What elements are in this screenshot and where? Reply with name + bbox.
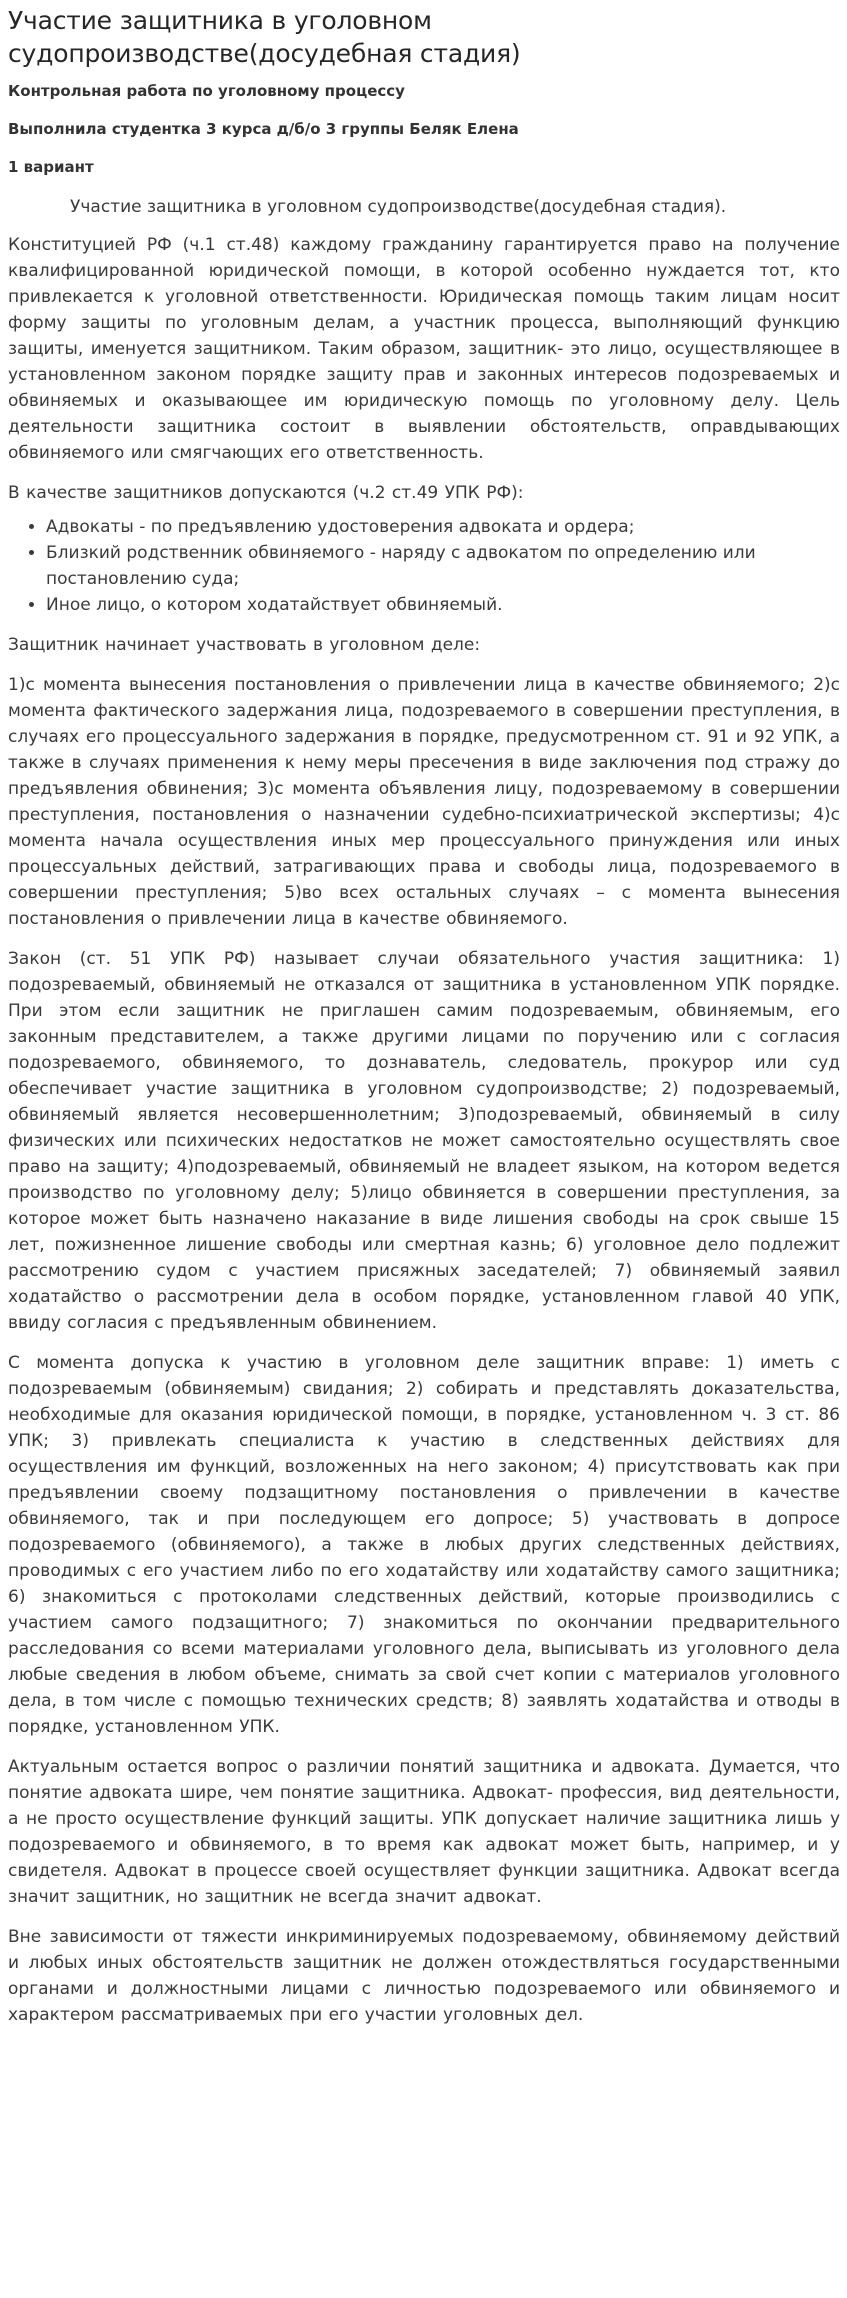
- list-item: • Близкий родственник обвиняемого - наряду с адвокатом по определению или постановлению суда;: [46, 540, 840, 592]
- list-item: • Адвокаты - по предъявлению удостоверения адвоката и ордера;: [46, 514, 840, 540]
- advocate-vs-defender-paragraph: Актуальным остается вопрос о различии понятий защитника и адвоката. Думается, что понятие адвоката шире, чем понятие защитника. Адвокат- профессия, вид деятельности, а не просто осуществление функций защиты. УПК допускает наличие защитника лишь у подозреваемого и обвиняемого, в то время как адвокат может быть, например, и у свидетеля. Адвокат в процессе своей осуществляет функции защитника. Адвокат всегда значит защитник, но защитник не всегда значит адвокат.: [8, 1757, 840, 1907]
- document-title: Участие защитника в уголовном судопроизводстве(досудебная стадия): [8, 6, 521, 68]
- work-type: Контрольная работа по уголовному процессу: [8, 82, 405, 100]
- starts-lead-paragraph: Защитник начинает участвовать в уголовном деле:: [8, 635, 481, 655]
- admit-lead-paragraph: В качестве защитников допускаются (ч.2 ст.49 УПК РФ):: [8, 483, 524, 503]
- conclusion-paragraph: Вне зависимости от тяжести инкриминируемых подозреваемому, обвиняемому действий и любых иных обстоятельств защитник не должен отождествляться государственными органами и должностными лицами с личностью подозреваемого или обвиняемого и характером рассматриваемых при его участии уголовных дел.: [8, 1927, 840, 2025]
- author-line: Выполнила студентка 3 курса д/б/о 3 группы Беляк Елена: [8, 120, 519, 138]
- intro-paragraph: Конституцией РФ (ч.1 ст.48) каждому гражданину гарантируется право на получение квалифицированной юридической помощи, в которой особенно нуждается тот, кто привлекается к уголовной ответственности. Юридическая помощь таким лицам носит форму защиты по уголовным делам, а участник процесса, выполняющий функцию защиты, именуется защитником. Таким образом, защитник- это лицо, осуществляющее в установленном законом порядке защиту прав и законных интересов подозреваемых и обвиняемых и оказывающее им юридическую помощь по уголовному делу. Цель деятельности защитника состоит в выявлении обстоятельств, оправдывающих обвиняемого или смягчающих его ответственность.: [8, 235, 840, 463]
- admitted-defenders-list: [8, 514, 840, 618]
- mandatory-participation-paragraph: Закон (ст. 51 УПК РФ) называет случаи обязательного участия защитника: 1) подозреваемый, обвиняемый не отказался от защитника в установленном УПК порядке. При этом если защитник не приглашен самим подозреваемым, обвиняемым, его законным представителем, а также другими лицами по поручению или с согласия подозреваемого, обвиняемого, то дознаватель, следователь, прокурор или суд обеспечивает участие защитника в уголовном судопроизводстве; 2) подозреваемый, обвиняемый является несовершеннолетним; 3)подозреваемый, обвиняемый в силу физических или психических недостатков не может самостоятельно осуществлять свое право на защиту; 4)подозреваемый, обвиняемый не владеет языком, на котором ведется производство по уголовному делу; 5)лицо обвиняется в совершении преступления, за которое может быть назначено наказание в виде лишения свободы на срок свыше 15 лет, пожизненное лишение свободы или смертная казнь; 6) уголовное дело подлежит рассмотрению судом с участием присяжных заседателей; 7) обвиняемый заявил ходатайство о рассмотрении дела в особом порядке, установленном главой 40 УПК, ввиду согласия с предъявленным обвинением.: [8, 949, 840, 1333]
- essay-subtitle: Участие защитника в уголовном судопроизводстве(досудебная стадия).: [70, 197, 727, 217]
- starts-paragraph: 1)с момента вынесения постановления о привлечении лица в качестве обвиняемого; 2)с момента фактического задержания лица, подозреваемого в совершении преступления, в случаях его процессуального задержания в порядке, предусмотренном ст. 91 и 92 УПК, а также в случаях применения к нему меры пресечения в виде заключения под стражу до предъявления обвинения; 3)с момента объявления лицу, подозреваемому в совершении преступления, постановления о назначении судебно-психиатрической экспертизы; 4)с момента начала осуществления иных мер процессуального принуждения или иных процессуальных действий, затрагивающих права и свободы лица, подозреваемого в совершении преступления; 5)во всех остальных случаях – с момента вынесения постановления о привлечении лица в качестве обвиняемого.: [8, 675, 840, 929]
- list-item: • Иное лицо, о котором ходатайствует обвиняемый.: [46, 592, 840, 618]
- defender-rights-paragraph: С момента допуска к участию в уголовном деле защитник вправе: 1) иметь с подозреваемым (обвиняемым) свидания; 2) собирать и представлять доказательства, необходимые для оказания юридической помощи, в порядке, установленном ч. 3 ст. 86 УПК; 3) привлекать специалиста к участию в следственных действиях для осуществления им функций, возложенных на него законом; 4) присутствовать как при предъявлении своему подзащитному постановления о привлечении в качестве обвиняемого, так и при последующем его допросе; 5) участвовать в допросе подозреваемого (обвиняемого), а также в любых других следственных действиях, проводимых с его участием либо по его ходатайству или ходатайству самого защитника; 6) знакомиться с протоколами следственных действий, которые производились с участием самого подзащитного; 7) знакомиться по окончании предварительного расследования со всеми материалами уголовного дела, выписывать из уголовного дела любые сведения в любом объеме, снимать за свой счет копии с материалов уголовного дела, в том числе с помощью технических средств; 8) заявлять ходатайства и отводы в порядке, установленном УПК.: [8, 1353, 840, 1737]
- variant-label: 1 вариант: [8, 158, 94, 176]
